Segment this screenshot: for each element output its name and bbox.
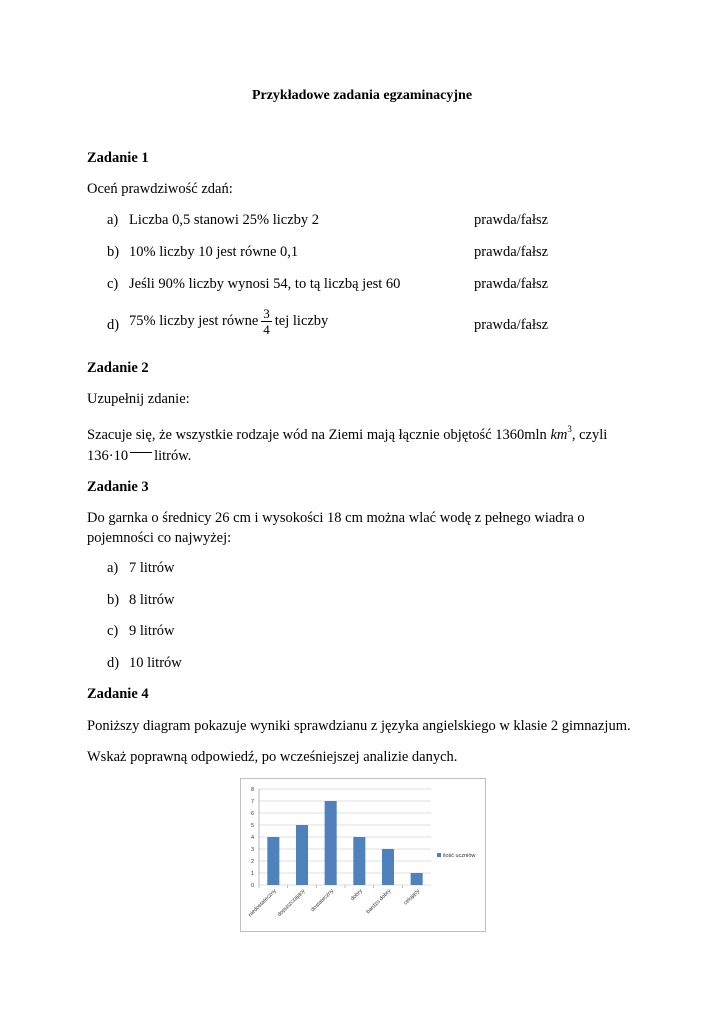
- bar-celujący: [411, 873, 423, 885]
- task3-option-c-letter: c): [107, 623, 119, 639]
- grades-chart: [240, 778, 486, 932]
- x-tick-label: niedostateczny: [247, 888, 278, 919]
- task4-heading: Zadanie 4: [87, 686, 149, 702]
- page-title: Przykładowe zadania egzaminacyjne: [251, 88, 473, 103]
- task3-option-b-letter: b): [107, 592, 120, 608]
- task3-option-a-letter: a): [107, 560, 119, 576]
- task1-item-d-text-after: tej liczby: [274, 312, 329, 329]
- y-tick-label: 4: [250, 835, 254, 841]
- x-tick-label: dostateczny: [310, 888, 336, 914]
- task1-item-a-letter: a): [107, 212, 119, 228]
- task1-item-d-text-before: 75% liczby jest równe: [129, 312, 259, 329]
- task1-item-a-text: Liczba 0,5 stanowi 25% liczby 2: [129, 212, 320, 228]
- y-tick-label: 6: [250, 811, 254, 817]
- task2-line1-text: Szacuje się, że wszystkie rodzaje wód na Ziemi mają łącznie objętość 1360mln: [87, 427, 547, 443]
- y-tick-label: 0: [250, 883, 254, 889]
- task1-item-d-answer: prawda/fałsz: [474, 317, 549, 333]
- task2-line2-start: 136·10: [87, 448, 129, 464]
- task2-line2: [87, 446, 191, 465]
- task4-text1: Poniższy diagram pokazuje wyniki sprawdzianu z języka angielskiego w klasie 2 gimnazjum.: [87, 718, 631, 734]
- y-tick-label: 5: [250, 823, 254, 829]
- task1-item-c-letter: c): [107, 276, 119, 292]
- fraction-numerator: 3: [263, 306, 270, 321]
- task1-intro: Oceń prawdziwość zdań:: [87, 181, 233, 197]
- task3-option-d-text: 10 litrów: [129, 655, 182, 671]
- y-tick-label: 2: [250, 859, 254, 865]
- task3-heading: Zadanie 3: [87, 479, 149, 495]
- task2-intro: Uzupełnij zdanie:: [87, 391, 190, 407]
- task2-unit: km: [550, 427, 568, 443]
- bar-niedostateczny: [267, 837, 279, 885]
- bar-bardzo-dobry: [382, 849, 394, 885]
- task4-text2: Wskaż poprawną odpowiedź, po wcześniejszej analizie danych.: [87, 749, 458, 765]
- task1-item-b-letter: b): [107, 244, 120, 260]
- task2-unit-exponent: 3: [567, 424, 572, 434]
- task1-item-b-text: 10% liczby 10 jest równe 0,1: [129, 244, 299, 260]
- x-tick-label: celujący: [402, 888, 422, 907]
- x-tick-label: bardzo dobry: [365, 888, 393, 916]
- task1-item-a-answer: prawda/fałsz: [474, 212, 549, 228]
- task1-item-d-text: [129, 306, 328, 337]
- task1-item-b-answer: prawda/fałsz: [474, 244, 549, 260]
- task2-line1: [87, 424, 607, 444]
- x-tick-label: dopuszczający: [276, 888, 307, 918]
- task2-line2-end: litrów.: [154, 448, 192, 464]
- task1-item-c-answer: prawda/fałsz: [474, 276, 549, 292]
- legend-label: ilość uczniów: [443, 853, 476, 859]
- task1-item-c-text: Jeśli 90% liczby wynosi 54, to tą liczbą jest 60: [129, 276, 401, 292]
- exponent-blank[interactable]: [130, 446, 152, 453]
- legend-swatch: [437, 853, 441, 857]
- task2-line1-end: , czyli: [571, 427, 608, 443]
- task3-option-a-text: 7 litrów: [129, 560, 175, 576]
- bar-dostateczny: [325, 801, 337, 885]
- y-tick-label: 3: [250, 847, 254, 853]
- task1-item-d-letter: d): [107, 317, 120, 333]
- task3-option-c-text: 9 litrów: [129, 623, 175, 639]
- y-tick-label: 7: [250, 799, 254, 805]
- x-tick-label: dobry: [349, 888, 364, 903]
- fraction: [261, 306, 272, 337]
- bar-dobry: [353, 837, 365, 885]
- task2-heading: Zadanie 2: [87, 360, 149, 376]
- y-tick-label: 1: [250, 871, 254, 877]
- chart-svg: [241, 779, 485, 931]
- task3-text2: pojemności co najwyżej:: [87, 530, 232, 546]
- fraction-denominator: 4: [263, 322, 270, 337]
- task3-text1: Do garnka o średnicy 26 cm i wysokości 18 cm można wlać wodę z pełnego wiadra o: [87, 510, 585, 526]
- task1-heading: Zadanie 1: [87, 150, 149, 166]
- task3-option-d-letter: d): [107, 655, 120, 671]
- y-tick-label: 8: [250, 787, 254, 793]
- task3-option-b-text: 8 litrów: [129, 592, 175, 608]
- bar-dopuszczający: [296, 825, 308, 885]
